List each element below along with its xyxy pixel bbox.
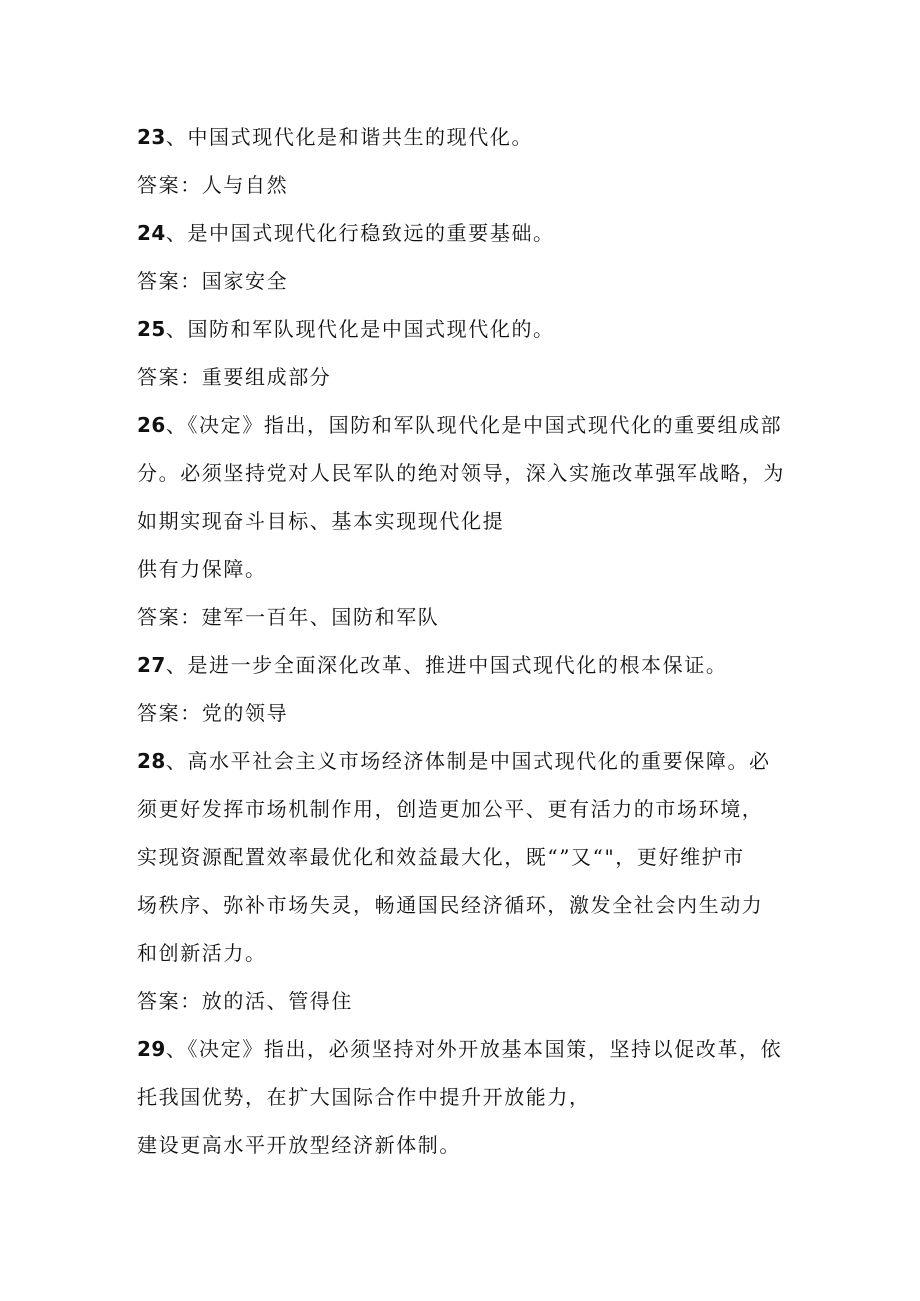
question-29-continuation	[137, 1073, 787, 1121]
question-29-line	[137, 1025, 787, 1073]
answer-23-line	[137, 161, 787, 209]
question-28-line	[137, 737, 787, 785]
question-26-continuation	[137, 497, 787, 545]
question-number: 25	[137, 317, 166, 341]
answer-text: 答案：人与自然	[137, 173, 289, 197]
question-28-continuation	[137, 833, 787, 881]
answer-text: 答案：国家安全	[137, 269, 289, 293]
question-text: 供有力保障。	[137, 557, 267, 581]
question-number: 24	[137, 221, 166, 245]
question-text: 、是进一步全面深化改革、推进中国式现代化的根本保证。	[165, 653, 728, 677]
question-number: 27	[137, 653, 166, 677]
question-text: 、国防和军队现代化是中国式现代化的。	[165, 317, 555, 341]
question-26-line	[137, 401, 787, 449]
question-number: 23	[137, 125, 166, 149]
answer-text: 答案：放的活、管得住	[137, 989, 353, 1013]
question-28-continuation	[137, 881, 787, 929]
question-25-line	[137, 305, 787, 353]
answer-26-line	[137, 593, 787, 641]
question-28-continuation	[137, 929, 787, 977]
question-number: 26	[137, 413, 166, 437]
question-text: 分。必须坚持党对人民军队的绝对领导，深入实施改革强军战略，为	[137, 461, 785, 485]
question-26-continuation	[137, 545, 787, 593]
question-29-continuation	[137, 1121, 787, 1169]
question-text: 、中国式现代化是和谐共生的现代化。	[165, 125, 534, 149]
question-text: 须更好发挥市场机制作用，创造更加公平、更有活力的市场环境，	[137, 797, 764, 821]
question-text: 、高水平社会主义市场经济体制是中国式现代化的重要保障。必	[165, 749, 771, 773]
question-text: 、是中国式现代化行稳致远的重要基础。	[165, 221, 555, 245]
question-text: 和创新活力。	[137, 941, 267, 965]
question-text: 托我国优势，在扩大国际合作中提升开放能力，	[137, 1085, 591, 1109]
question-text: 、《决定》指出，国防和军队现代化是中国式现代化的重要组成部	[165, 413, 783, 437]
question-text: 、《决定》指出，必须坚持对外开放基本国策，坚持以促改革，依	[165, 1037, 783, 1061]
question-number: 29	[137, 1037, 166, 1061]
question-23-line	[137, 113, 787, 161]
question-text: 场秩序、弥补市场失灵，畅通国民经济循环，激发全社会内生动力	[137, 893, 764, 917]
question-24-line	[137, 209, 787, 257]
question-27-line	[137, 641, 787, 689]
answer-text: 答案：党的领导	[137, 701, 289, 725]
answer-28-line	[137, 977, 787, 1025]
document-body	[137, 113, 787, 1169]
question-28-continuation	[137, 785, 787, 833]
answer-text: 答案：重要组成部分	[137, 365, 332, 389]
answer-text: 答案：建军一百年、国防和军队	[137, 605, 440, 629]
question-text: 实现资源配置效率最优化和效益最大化，既“”又“"，更好维护市	[137, 845, 745, 869]
question-text: 如期实现奋斗目标、基本实现现代化提	[137, 509, 505, 533]
answer-24-line	[137, 257, 787, 305]
question-26-continuation	[137, 449, 787, 497]
answer-27-line	[137, 689, 787, 737]
answer-25-line	[137, 353, 787, 401]
question-text: 建设更高水平开放型经济新体制。	[137, 1133, 461, 1157]
question-number: 28	[137, 749, 166, 773]
